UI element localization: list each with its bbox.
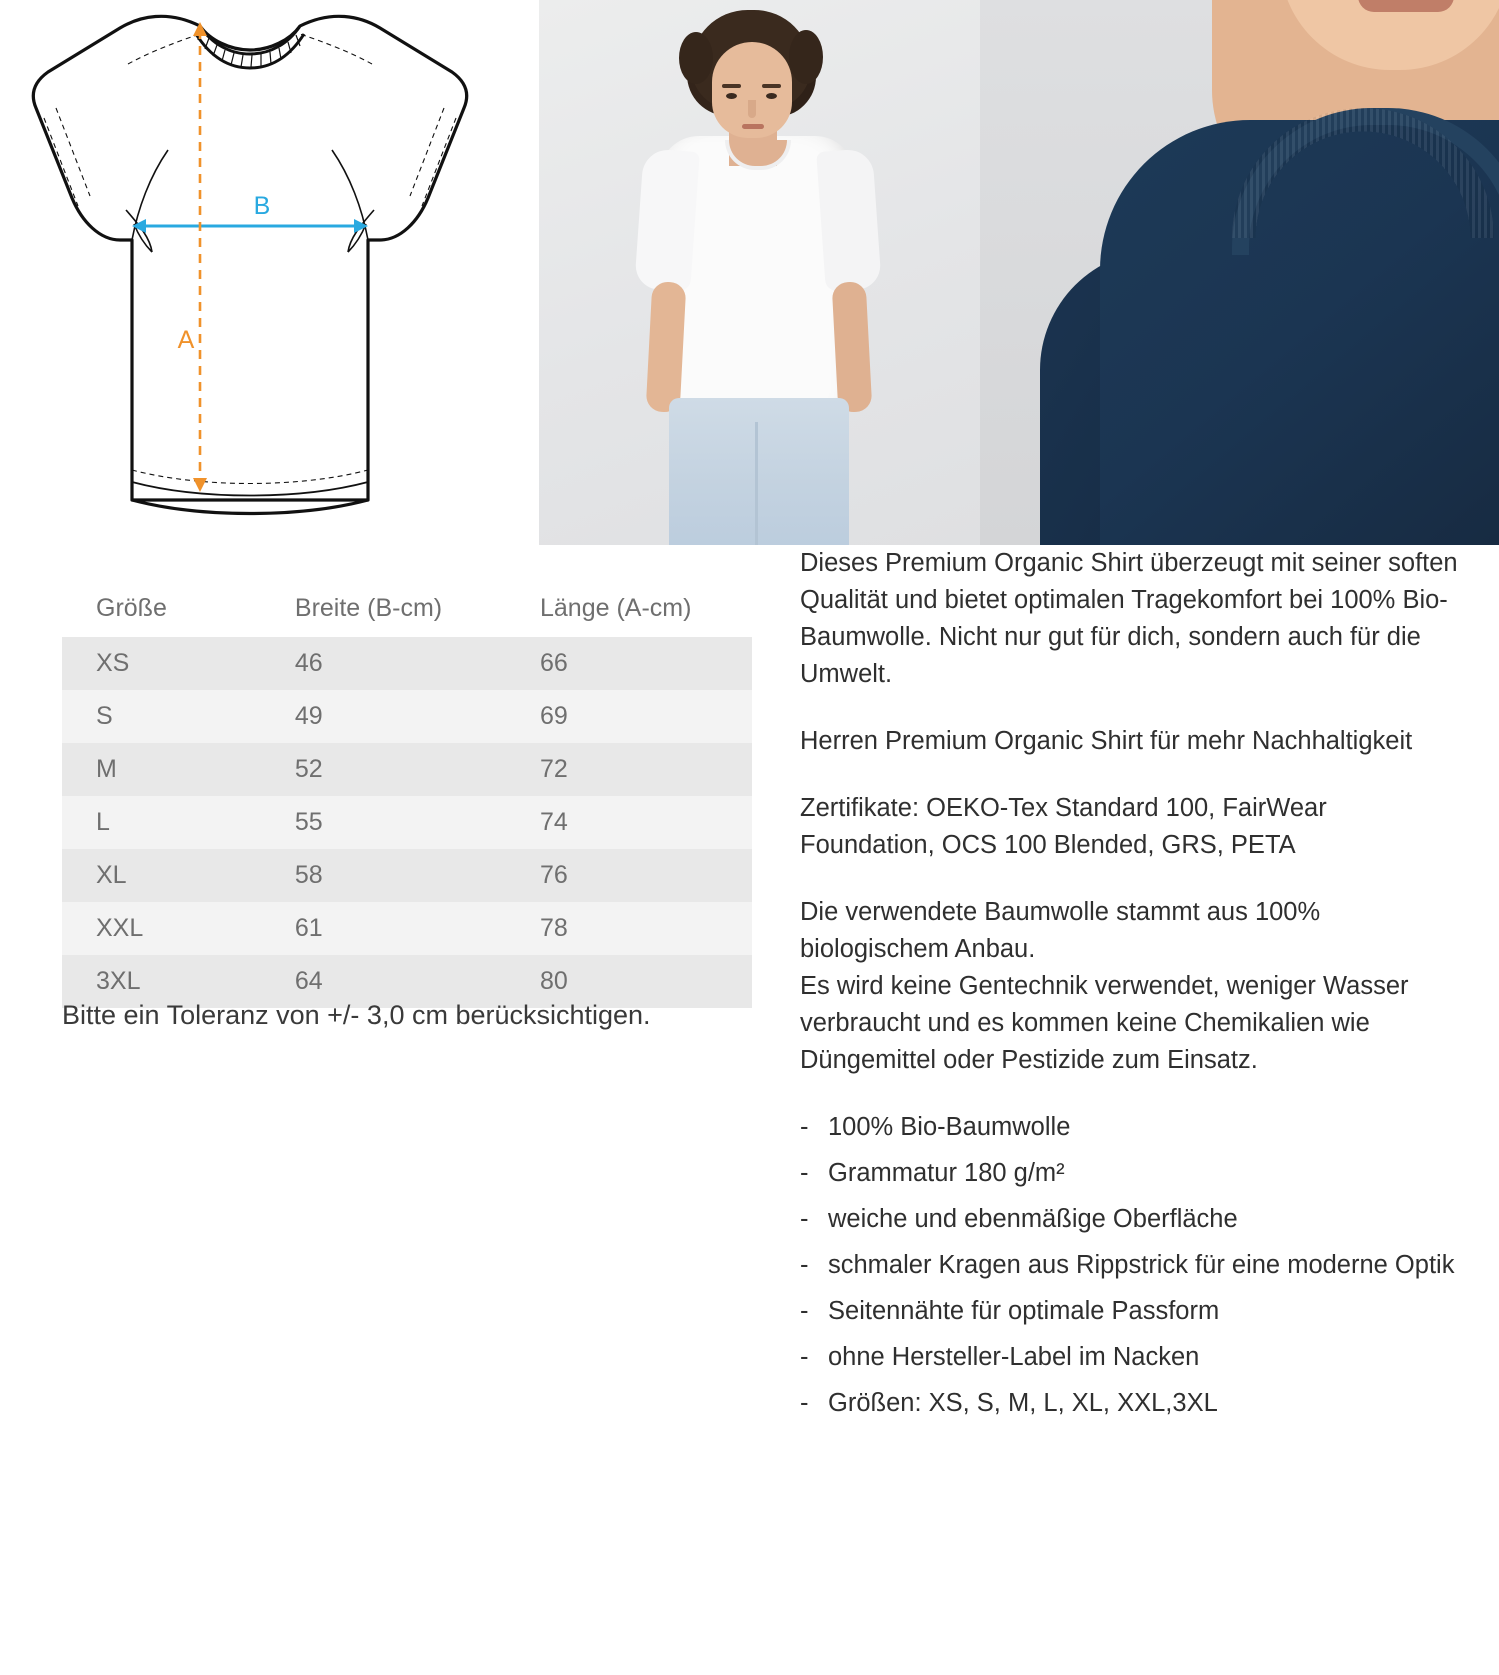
cell-size: S: [96, 702, 113, 730]
bullet-dash-icon: -: [800, 1205, 809, 1233]
cell-width: 61: [294, 914, 323, 942]
list-item-label: weiche und ebenmäßige Oberfläche: [828, 1205, 1238, 1233]
product-description: [800, 545, 1460, 1431]
list-item-label: Größen: XS, S, M, L, XL, XXL,3XL: [828, 1389, 1218, 1417]
cell-size: L: [96, 808, 110, 836]
description-paragraph-2: Herren Premium Organic Shirt für mehr Nachhaltigkeit: [800, 727, 1413, 755]
table-row: [62, 637, 752, 690]
left-arm: [646, 281, 687, 413]
product-image-strip: [0, 0, 1499, 545]
list-item-label: schmaler Kragen aus Rippstrick für eine moderne Optik: [828, 1251, 1455, 1279]
left-sleeve: [634, 148, 700, 292]
cell-length: 76: [540, 861, 568, 889]
list-item-label: Grammatur 180 g/m²: [828, 1159, 1065, 1187]
list-item-label: Seitennähte für optimale Passform: [828, 1297, 1220, 1325]
bullet-dash-icon: -: [800, 1113, 809, 1141]
cell-width: 49: [294, 702, 323, 730]
table-row: [62, 796, 752, 849]
left-eyebrow: [722, 84, 741, 88]
cell-size: XS: [96, 649, 130, 677]
cell-size: XL: [96, 861, 127, 889]
collar-detail-photo: [980, 0, 1499, 545]
right-eye: [766, 93, 777, 99]
right-eyebrow: [762, 84, 781, 88]
cell-length: 69: [540, 702, 568, 730]
list-item: [800, 1155, 1460, 1191]
model-photo: [539, 0, 980, 545]
no-chemicals-paragraph: Es wird keine Gentechnik verwendet, weniger Wasser verbraucht und es kommen keine Chemikalien wie Düngemittel oder Pestizide zum Einsatz.: [800, 972, 1409, 1074]
table-row: [62, 849, 752, 902]
cell-length: 66: [540, 649, 568, 677]
lower-lip: [1358, 0, 1454, 12]
right-sleeve: [816, 148, 882, 292]
technical-drawing-panel: [0, 0, 539, 545]
bullet-dash-icon: -: [800, 1297, 809, 1325]
list-item: [800, 1293, 1460, 1329]
cell-length: 74: [540, 808, 568, 836]
list-item: [800, 1339, 1460, 1375]
cell-length: 78: [540, 914, 568, 942]
cell-width: 46: [294, 649, 323, 677]
cell-size: M: [96, 755, 117, 783]
bullet-dash-icon: -: [800, 1159, 809, 1187]
table-row: [62, 902, 752, 955]
table-row: [62, 690, 752, 743]
length-label: A: [177, 326, 195, 354]
right-arm: [832, 281, 873, 413]
left-eye: [726, 93, 737, 99]
bullet-dash-icon: -: [800, 1343, 809, 1371]
cotton-origin-paragraph: Die verwendete Baumwolle stammt aus 100% biologischem Anbau.: [800, 898, 1321, 963]
mouth: [742, 124, 764, 129]
tolerance-note: Bitte ein Toleranz von +/- 3,0 cm berücksichtigen.: [62, 1000, 651, 1030]
table-header-row: [62, 580, 752, 637]
list-item: [800, 1109, 1460, 1145]
column-header-size: Größe: [96, 594, 167, 622]
table-row: [62, 743, 752, 796]
cell-width: 55: [294, 808, 323, 836]
feature-list: [800, 1109, 1460, 1421]
list-item: [800, 1247, 1460, 1283]
cell-size: XXL: [96, 914, 144, 942]
cell-width: 52: [294, 755, 323, 783]
cell-length: 72: [540, 755, 568, 783]
cell-width: 64: [294, 967, 323, 995]
width-label: B: [253, 192, 271, 220]
cell-length: 80: [540, 967, 568, 995]
jeans: [669, 398, 849, 545]
cell-size: 3XL: [96, 967, 141, 995]
size-chart-table: [62, 580, 752, 1008]
list-item-label: ohne Hersteller-Label im Nacken: [828, 1343, 1200, 1371]
column-header-width: Breite (B-cm): [294, 594, 443, 622]
description-paragraph-1: Dieses Premium Organic Shirt überzeugt mit seiner soften Qualität und bietet optimalen Tragekomfort bei 100% Bio-Baumwolle. Nicht nur gut für dich, sondern auch für die Umwelt.: [800, 549, 1458, 688]
list-item: [800, 1201, 1460, 1237]
list-item: [800, 1385, 1460, 1421]
bullet-dash-icon: -: [800, 1389, 809, 1417]
nose: [748, 100, 756, 118]
bullet-dash-icon: -: [800, 1251, 809, 1279]
cell-width: 58: [294, 861, 323, 889]
column-header-length: Länge (A-cm): [540, 594, 692, 622]
tshirt-technical-drawing: [0, 0, 539, 545]
list-item-label: 100% Bio-Baumwolle: [828, 1113, 1071, 1141]
certificates-paragraph: Zertifikate: OEKO-Tex Standard 100, FairWear Foundation, OCS 100 Blended, GRS, PETA: [800, 794, 1327, 859]
